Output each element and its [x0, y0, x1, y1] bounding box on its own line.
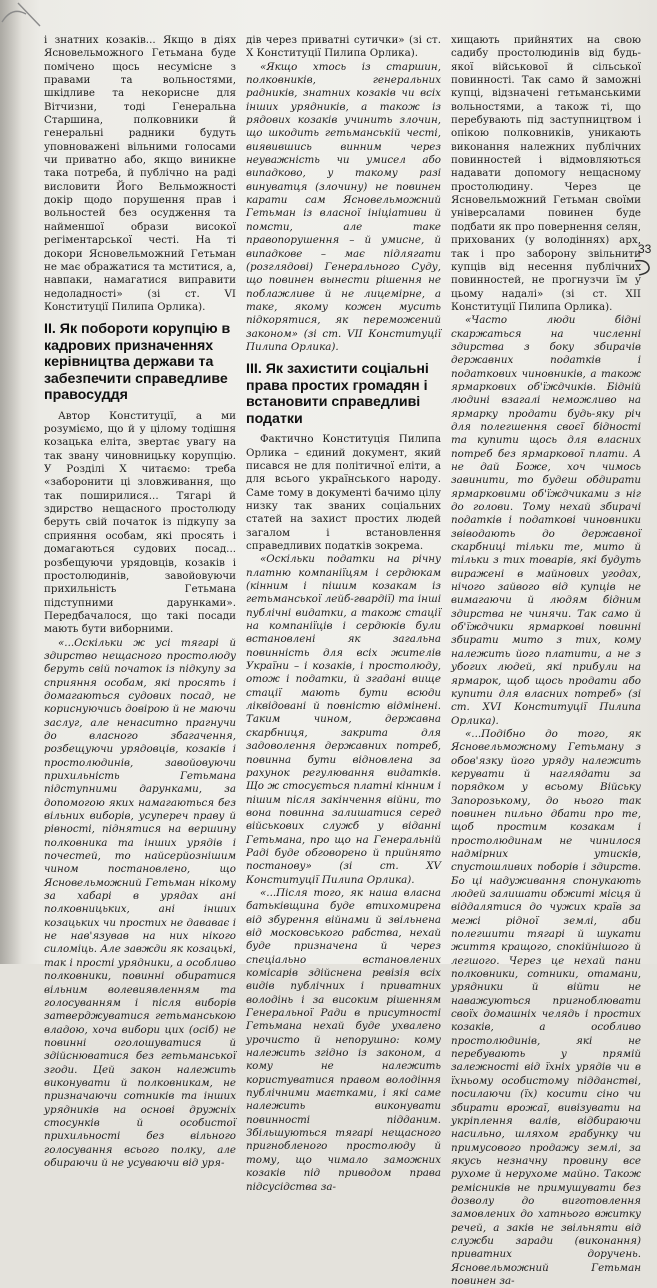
binding-shadow	[0, 0, 22, 964]
paragraph: і знатних козаків... Якщо в діях Ясновельможного Гетьмана буде помічено щось несумісне з правами та вольностями, шкідливе та некорисне для Вітчизни, тоді Генеральна Старшина, полковники й генеральні радники будуть уповноважені вільними голосами чи приватно або, якщо виникне така потреба, й публічно на раді висловити Його Вельможності докір щодо порушення прав і вольностей без осудження та найменшої образи високої регіментарської честі. На ті докори Ясновельможний Гетьман не має ображатися та мститися, а, навпаки, намагатися виправити недоладності» (зі ст. VI Конституції Пилипа Орлика).	[44, 34, 236, 313]
quote-paragraph: «Якщо хтось із старшин, полковників, генеральних радників, знатних козаків чи всіх інших урядників, а також із рядових козаків учинить злочин, що шкодить гетьманській честі, виявившись винним через неуважність чи умисел або випадково, у такому разі винуватця (злочину) не повинен карати сам Ясновельможний Гетьман із власної ініціативи й помсти, але таке правопорушення – й умисне, й випадкове – має підлягати (розглядові) Генерального Суду, що повинен вынести рішення не поблажливе й не лицемірне, а таке, якому кожен мусить підкорятися, як переможений законом» (зі ст. VII Конституції Пилипа Орлика).	[246, 60, 441, 353]
section-heading: II. Як побороти корупцію в кадрових призначеннях керівництва держави та забезпечити справедливе правосуддя	[44, 321, 231, 404]
quote-paragraph: «...Оскільки ж усі тягарі й здирство нещасного простолюду беруть свій початок із підкупу за сприяння особам, які просять і домагаються судових посад, не кориснуючись довірою й не маючи заслуг, але ненаситно прагнучи до власного збагачення, розбещуючи урядовців, козаків і простолюдинів, завойовуючи прихильність Гетьмана підступними дарунками, за допомогою яких намагаються без вільних виборів, усупереч праву й рівності, піднятися на вершину полковника та інших урядів і почестей, то найсерйознішим чином постановлено, що Ясновельможний Гетьман нікому за хабарі в урядах ані полковницьких, ані інших козацьких чи простих не дававає і не нав'язував на них нікого силоміць. Але завжди як козацькі, так і прості урядники, а особливо полковники, повинні обиратися вільним волевиявленням та голосуванням і після виборів затверджуватися гетьманською владою, хоча вибори цих (осіб) не повинні оголошуватися й здійснюватися без гетьманської згоди. Цей закон належить виконувати й полковникам, не призначаючи сотників та інших урядників на основі дружніх стосунків й особистої прихильності без вільного голосування всього полку, але обираючи й не усуваючи від уря-	[44, 636, 236, 1169]
page-number: 33	[638, 242, 652, 256]
quote-paragraph: «Часто люди бідні скаржаться на численні здирства з боку збирачів державних податків і податкових чиновників, а також ярмаркових об'їждчиків. Бідній людині взагалі неможливо на ярмарку продати будь-яку річ для полегшення своєї бідності та купити щось для власних потреб без ярмаркової плати. А не дай Боже, хоч чимось завинити, то будеш обдирати ярмарковими об'їждчиками з ніг до голови. Тому нехай збирачі податків і податкові чиновники звіводають до державної скарбниці тільки те, мито й тільки з тих товарів, які будуть виражені в майнових угодах, нічого зайвого від купців не вимагаючи й людям бідним здирства не чинячи. Так само й об'їждчики ярмаркові повинні збирати мито з тих, кому належить його платити, а не з убогих людей, які прибули на ярмарок, щоб щось продати або купити для власних потреб» (зі ст. XVI Конституції Пилипа Орлика).	[451, 314, 641, 727]
paragraph: дів через приватні сутички» (зі ст. X Конституції Пилипа Орлика).	[246, 34, 441, 60]
handwritten-mark-icon	[0, 0, 60, 30]
section-heading: III. Як захистити соціальні права простих громадян і встановити справедливі податки	[246, 361, 429, 427]
column-right	[451, 34, 641, 1288]
column-middle	[246, 34, 441, 1194]
paragraph: Автор Конституції, а ми розуміємо, що й у цілому тодішня козацька еліта, звертає увагу на так звану чиновницьку корупцію. У Розділі X читаємо: треба «заборонити ці зловживання, що так поширилися... Тягарі й здирство нещасного простолюду беруть свій початок із підкупу за сприяння особам, які просять і домагаються судових посад... розбещуючи урядовців, козаків і простолюдинів, завойовуючи прихильність Гетьмана підступними дарунками». Передбачалося, що такі посади мають бути виборними.	[44, 409, 236, 636]
quote-paragraph: «...Після того, як наша власна батьківщина буде втихомирена від збурення війнами й звільнена від московського рабства, нехай буде призначена й через спеціально встановлених комісарів здійснена ревізія всіх видів публічних і приватних володінь і за високим рішенням Генеральної Ради в присутності Гетьмана нехай буде ухвалено урочисто й непорушно: кому належить згідно із законом, а кому не належить користуватися правом володіння публічними маєтками, і які саме належить виконувати повинності підданим. Збільшуються тягарі нещасного пригнобленого простолюду й тому, що чимало заможних козаків під приводом права підсусідства за-	[246, 886, 441, 1193]
quote-paragraph: «Оскільки податки на річну платню компаніїцям і сердюкам (кінним і пішим козакам із гетьманської лейб-гвардії) та інші публічні видатки, а також стації на компаніїців і сердюків були встановлені як загальна повинність для всіх жителів України – і козаків, і простолюду, отож і податки, й згадані вище стації мають бути всюди ліквідовані й повністю відмінені. Таким чином, державна скарбниця, закрита для задоволення державних потреб, повинна бути відновлена за рахунок регулювання видатків. Що ж стосується платні кінним і пішим після закінчення війни, то вона повинна залишатися серед військових служб у віданні Гетьмана, про що на Генеральній Раді буде обговорено й прийнято постанову» (зі ст. XV Конституції Пилипа Орлика).	[246, 553, 441, 886]
quote-paragraph: «...Подібно до того, як Ясновельможному Гетьману з обов'язку його уряду належить керувати й наглядати за порядком у всьому Війську Запорозькому, до нього так повинен пильно дбати про те, щоб простим козакам і простолюдинам не чинилося надмірних утисків, спустошливих поборів і здирств. Бо ці надуживання спонукають людей залишати обжиті місця й віддалятися до чужих країв за межі рідної землі, аби полегшити тягарі й шукати життя кращого, спокійнішого й легшого. Через це нехай пани полковники, сотники, отамани, урядники й війти не наважуються пригноблювати своїх домашніх челядь і простих козаків, а особливо простолюдинів, які не перебувають у прямій залежності від їхніх урядів чи в їхньому особистому підданстві, посилаючи (їх) косити сіно чи збирати врожаї, вивізувати на укріплення валів, відбираючи насильно, шляхом грабунку чи примусового продажу землі, за якусь незначну провину все рухоме й нерухоме майно. Також ремісників не примушувати без дозволу до виготовлення замовлених до хатнього вжитку речей, а заків не звільняти від служби заради (виконання) приватних доручень. Ясновельможний Гетьман повинен за-	[451, 727, 641, 1287]
paragraph: Фактично Конституція Пилипа Орлика – єдиний документ, який писався не для політичної еліти, а для всього українського народу. Саме тому в документі бачимо цілу низку так званих соціальних статей на захист простих людей загалом і встановлення справедливих податків зокрема.	[246, 433, 441, 552]
curl-decoration-icon	[633, 257, 653, 277]
paragraph: хищають прийнятих на свою садибу простолюдинів від будь-якої військової й сільської повинності. Так само й заможні купці, відзначені гетьманськими вольностями, а також ті, що перебувають під заступництвом і опікою полковників, уникають виконання належних публічних повинностей і відмовляються надавати допомогу нещасному простолюдину. Через це Ясновельможний Гетьман своїми універсалами повинен буде подбати як про повернення селян, прихованих (у володіннях) арх, так і про заборону звільнити купців від несення публічних повинностей, не прогнузчи їм у цьому надалі» (зі ст. XII Конституції Пилипа Орлика).	[451, 34, 641, 313]
column-left	[44, 34, 236, 1170]
